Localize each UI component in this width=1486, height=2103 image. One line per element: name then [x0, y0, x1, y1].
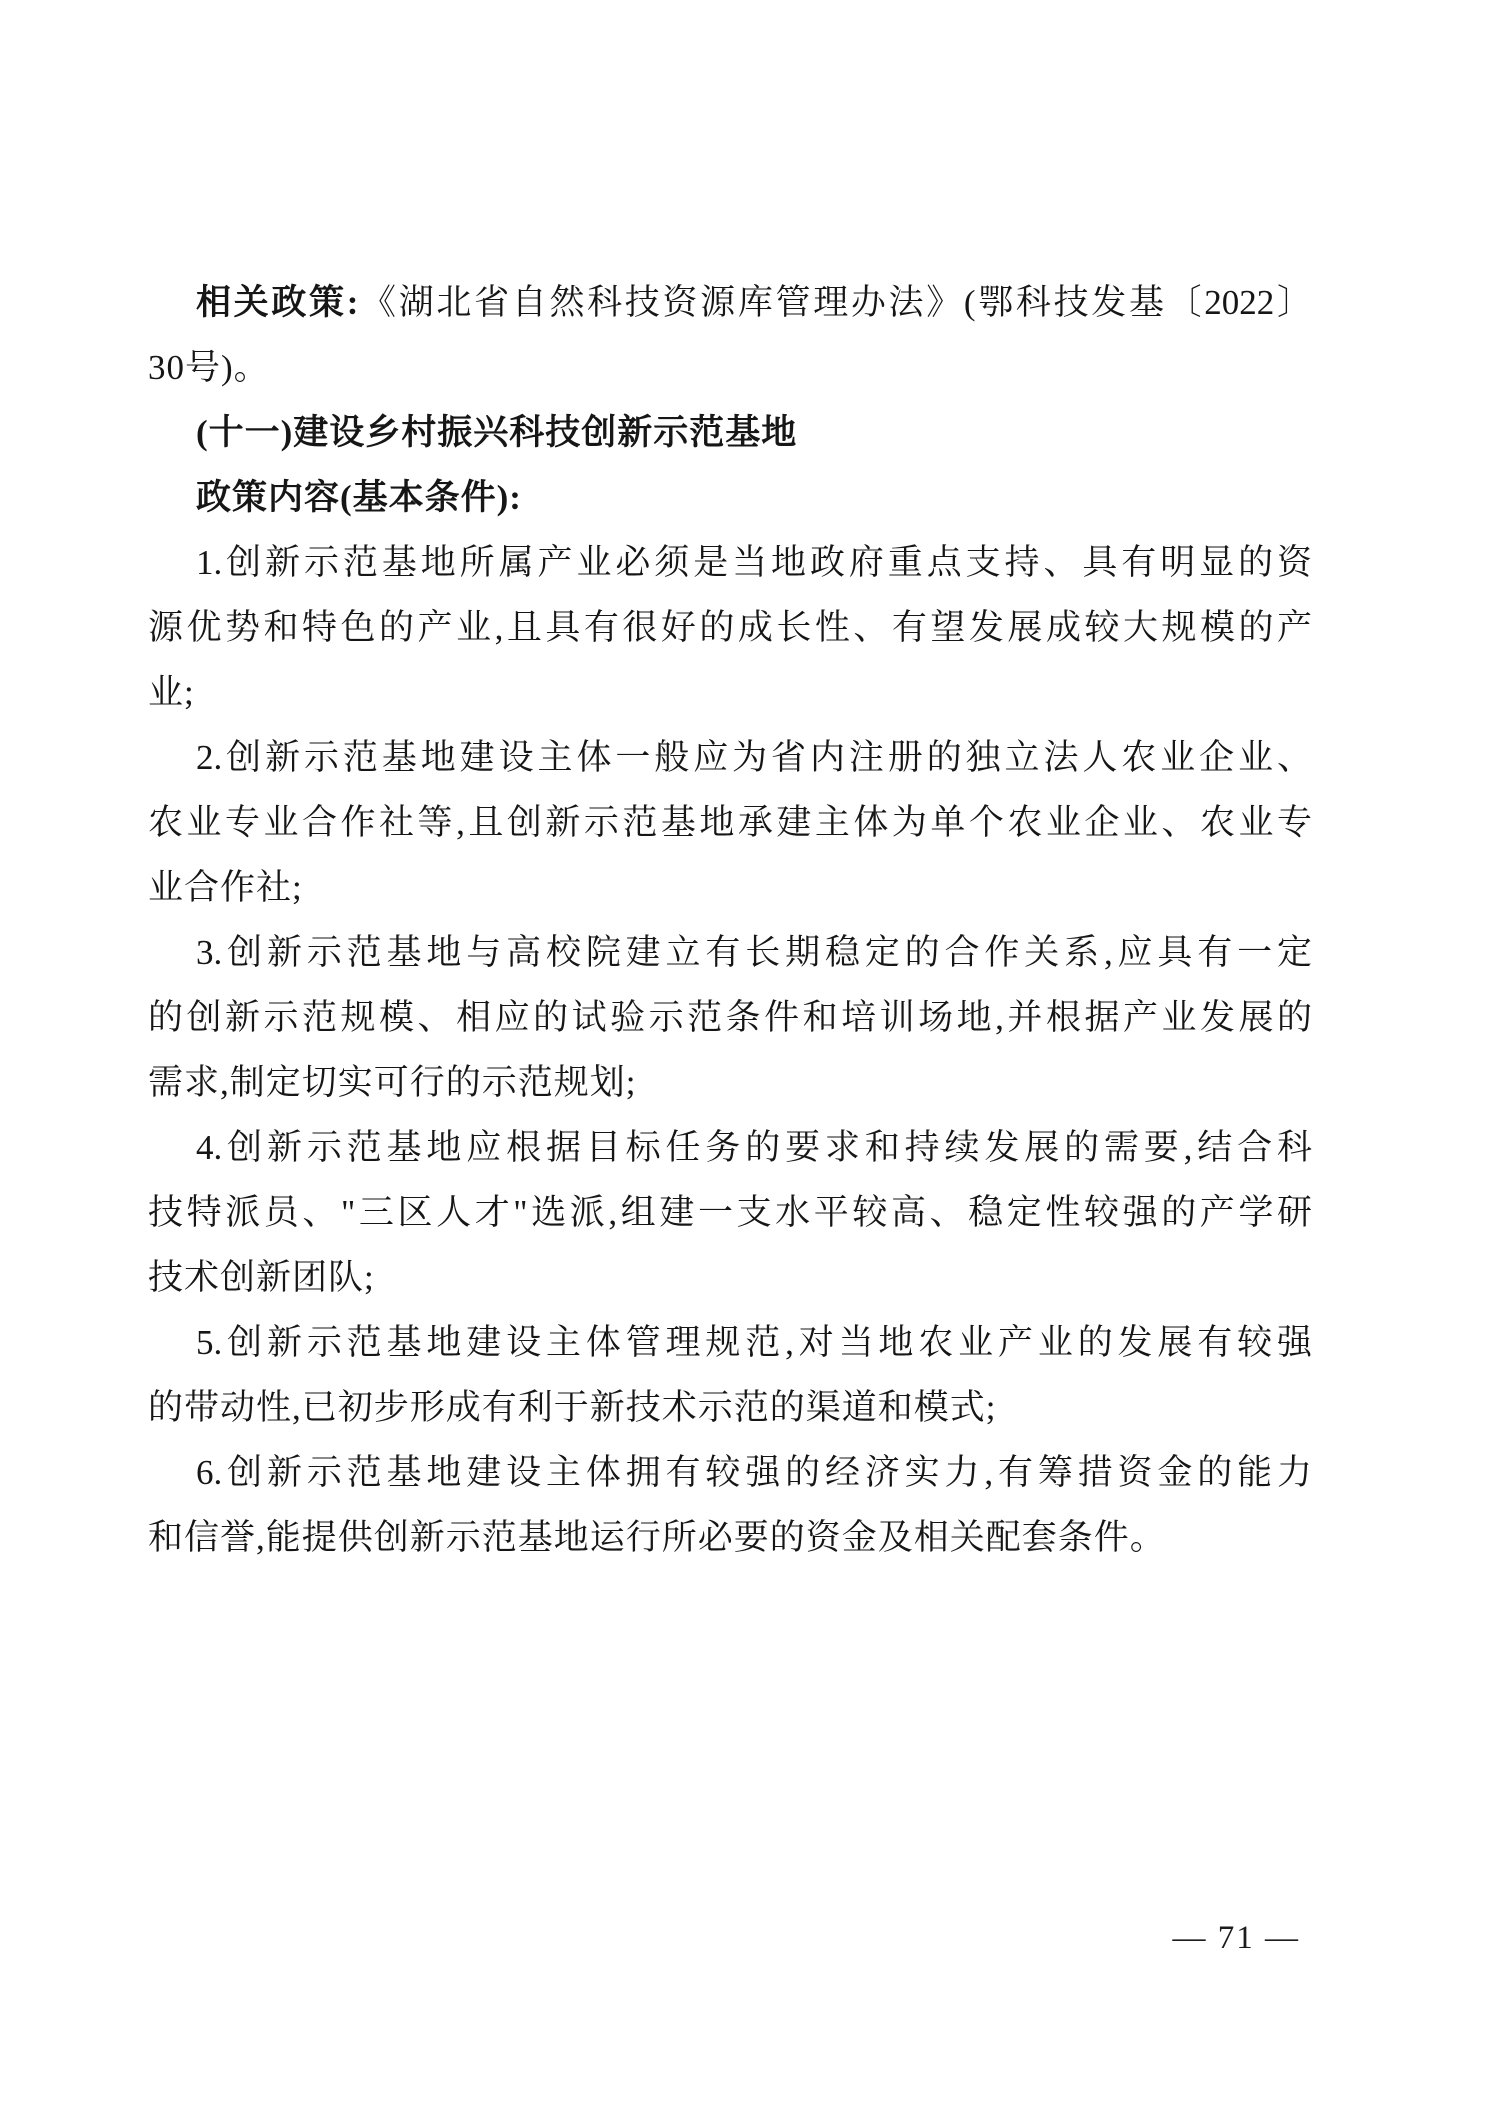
text-segment: 技特派员、"三区人才"选派,组建一支水平较高、稳定性较强的产学研	[148, 1193, 1312, 1232]
text-line	[148, 1440, 1312, 1505]
text-line	[148, 1310, 1312, 1375]
text-line	[148, 1375, 1312, 1440]
text-line	[148, 660, 1312, 725]
bold-text-segment: (十一)建设乡村振兴科技创新示范基地	[196, 413, 798, 452]
text-line	[148, 1115, 1312, 1180]
text-line	[148, 595, 1312, 660]
text-segment: 需求,制定切实可行的示范规划;	[148, 1063, 637, 1102]
text-segment: 2.创新示范基地建设主体一般应为省内注册的独立法人农业企业、	[196, 738, 1312, 777]
bold-text-segment: 政策内容(基本条件):	[196, 478, 522, 517]
page-number: — 71 —	[1172, 1920, 1300, 1956]
text-line	[148, 855, 1312, 920]
text-line	[148, 790, 1312, 855]
text-line	[148, 400, 1312, 465]
text-line	[148, 1180, 1312, 1245]
text-segment: 农业专业合作社等,且创新示范基地承建主体为单个农业企业、农业专	[148, 803, 1312, 842]
text-line	[148, 1245, 1312, 1310]
text-segment: 的创新示范规模、相应的试验示范条件和培训场地,并根据产业发展的	[148, 998, 1312, 1037]
text-line	[148, 270, 1312, 335]
text-line	[148, 465, 1312, 530]
text-segment: 和信誉,能提供创新示范基地运行所必要的资金及相关配套条件。	[148, 1518, 1166, 1557]
text-segment: 《湖北省自然科技资源库管理办法》(鄂科技发基〔2022〕	[358, 283, 1312, 322]
text-segment: 业合作社;	[148, 868, 303, 907]
text-segment: 技术创新团队;	[148, 1258, 375, 1297]
text-segment: 30号)。	[148, 348, 270, 387]
text-line	[148, 530, 1312, 595]
text-line	[148, 725, 1312, 790]
text-segment: 6.创新示范基地建设主体拥有较强的经济实力,有筹措资金的能力	[196, 1453, 1312, 1492]
text-segment: 1.创新示范基地所属产业必须是当地政府重点支持、具有明显的资	[196, 543, 1312, 582]
text-segment: 5.创新示范基地建设主体管理规范,对当地农业产业的发展有较强	[196, 1323, 1312, 1362]
text-line	[148, 985, 1312, 1050]
text-segment: 业;	[148, 673, 195, 712]
text-line	[148, 1505, 1312, 1570]
text-segment: 源优势和特色的产业,且具有很好的成长性、有望发展成较大规模的产	[148, 608, 1312, 647]
text-line	[148, 335, 1312, 400]
text-segment: 4.创新示范基地应根据目标任务的要求和持续发展的需要,结合科	[196, 1128, 1312, 1167]
text-segment: 的带动性,已初步形成有利于新技术示范的渠道和模式;	[148, 1388, 997, 1427]
text-segment: 3.创新示范基地与高校院建立有长期稳定的合作关系,应具有一定	[196, 933, 1312, 972]
text-body	[148, 270, 1312, 1570]
bold-text-segment: 相关政策:	[196, 283, 359, 322]
text-line	[148, 1050, 1312, 1115]
text-line	[148, 920, 1312, 985]
